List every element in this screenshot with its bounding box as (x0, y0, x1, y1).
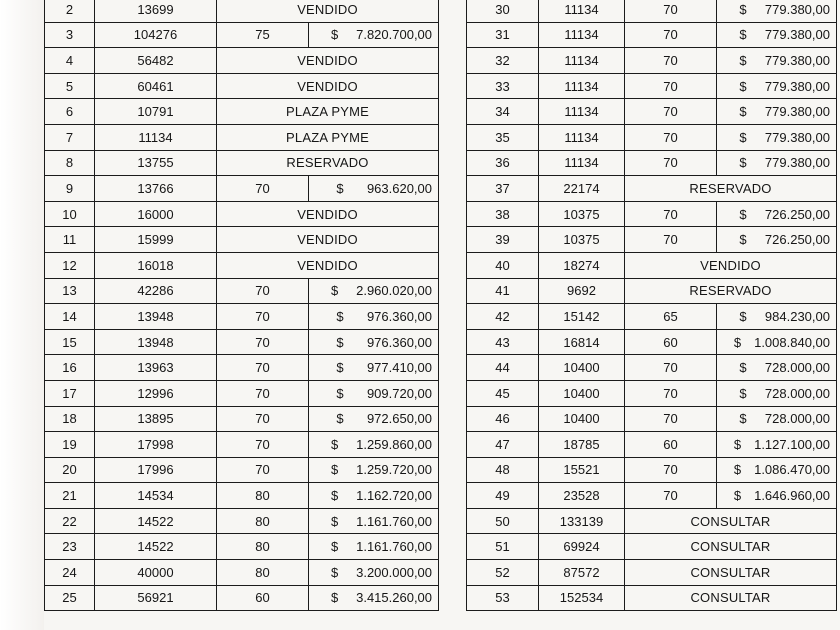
lot-price (717, 406, 837, 432)
lot-number: 35 (467, 124, 539, 150)
lot-number: 7 (45, 124, 95, 150)
lot-area: 15999 (95, 227, 217, 253)
table-row (45, 585, 439, 611)
lot-number: 51 (467, 534, 539, 560)
price-amount: 779.380,00 (764, 78, 830, 94)
lot-number: 13 (45, 278, 95, 304)
lot-price (309, 483, 439, 509)
lot-number: 3 (45, 22, 95, 48)
table-row (45, 432, 439, 458)
lot-price (717, 22, 837, 48)
lot-area: 14522 (95, 534, 217, 560)
lot-price (309, 432, 439, 458)
lot-area: 15521 (539, 457, 625, 483)
currency-symbol: $ (739, 52, 747, 68)
lot-area: 13948 (95, 329, 217, 355)
currency-symbol: $ (330, 436, 339, 452)
price-amount: 1.127.100,00 (754, 436, 830, 452)
lot-number: 46 (467, 406, 539, 432)
price-amount: 1.646.960,00 (754, 488, 830, 504)
lot-percent: 70 (625, 73, 717, 99)
lot-status: CONSULTAR (625, 508, 837, 534)
lot-number: 16 (45, 355, 95, 381)
lot-area: 16018 (95, 252, 217, 278)
lot-area: 23528 (539, 483, 625, 509)
table-row (467, 22, 837, 48)
table-row (467, 406, 837, 432)
currency-symbol: $ (739, 308, 747, 324)
table-row (467, 380, 837, 406)
currency-symbol: $ (739, 78, 747, 94)
lot-area: 11134 (539, 150, 625, 176)
lot-percent: 80 (217, 483, 309, 509)
price-amount: 726.250,00 (764, 206, 830, 222)
currency-symbol: $ (336, 385, 344, 401)
lot-status: PLAZA PYME (217, 99, 439, 125)
price-amount: 779.380,00 (764, 155, 830, 171)
lot-status: VENDIDO (217, 201, 439, 227)
lot-status: VENDIDO (217, 227, 439, 253)
table-row (467, 201, 837, 227)
currency-symbol: $ (739, 1, 747, 17)
lot-number: 21 (45, 483, 95, 509)
lot-price (309, 534, 439, 560)
lot-number: 11 (45, 227, 95, 253)
lot-number: 38 (467, 201, 539, 227)
lot-area: 11134 (539, 73, 625, 99)
lot-number: 19 (45, 432, 95, 458)
table-row (45, 355, 439, 381)
lot-price (309, 355, 439, 381)
lot-status: VENDIDO (217, 48, 439, 74)
lot-number: 22 (45, 508, 95, 534)
lot-price (309, 304, 439, 330)
lot-number: 53 (467, 585, 539, 611)
lot-price (309, 560, 439, 586)
table-row (45, 406, 439, 432)
lot-status: CONSULTAR (625, 534, 837, 560)
currency-symbol: $ (330, 513, 339, 529)
lot-percent: 70 (625, 483, 717, 509)
lot-area: 14534 (95, 483, 217, 509)
price-amount: 3.200.000,00 (356, 564, 433, 580)
lot-status: VENDIDO (217, 0, 439, 22)
table-row (45, 457, 439, 483)
lot-number: 25 (45, 585, 95, 611)
currency-symbol: $ (336, 360, 344, 376)
lot-number: 18 (45, 406, 95, 432)
lot-percent: 70 (625, 457, 717, 483)
lot-area: 42286 (95, 278, 217, 304)
lot-area: 13699 (95, 0, 217, 22)
currency-symbol: $ (336, 180, 344, 196)
lot-area: 13948 (95, 304, 217, 330)
lot-number: 24 (45, 560, 95, 586)
price-amount: 3.415.260,00 (356, 590, 433, 606)
lot-percent: 70 (625, 22, 717, 48)
lot-status: RESERVADO (625, 176, 837, 202)
table-row (467, 99, 837, 125)
lot-area: 13755 (95, 150, 217, 176)
table-row (467, 355, 837, 381)
lot-area: 10375 (539, 227, 625, 253)
lot-price (717, 432, 837, 458)
price-amount: 1.161.760,00 (356, 539, 433, 555)
lot-percent: 70 (217, 380, 309, 406)
lot-price (717, 201, 837, 227)
lot-percent: 70 (625, 406, 717, 432)
currency-symbol: $ (733, 462, 742, 478)
lot-number: 12 (45, 252, 95, 278)
lot-percent: 70 (217, 432, 309, 458)
lot-number: 20 (45, 457, 95, 483)
currency-symbol: $ (330, 564, 339, 580)
lot-number: 40 (467, 252, 539, 278)
lot-percent: 60 (217, 585, 309, 611)
lot-status: CONSULTAR (625, 560, 837, 586)
lot-percent: 70 (625, 227, 717, 253)
price-amount: 779.380,00 (764, 104, 830, 120)
lot-number: 49 (467, 483, 539, 509)
table-row (467, 508, 837, 534)
lot-number: 17 (45, 380, 95, 406)
lot-number: 33 (467, 73, 539, 99)
lot-percent: 70 (217, 304, 309, 330)
lot-area: 60461 (95, 73, 217, 99)
lot-number: 47 (467, 432, 539, 458)
table-row (45, 508, 439, 534)
price-amount: 972.650,00 (366, 411, 433, 427)
currency-symbol: $ (739, 155, 747, 171)
table-row (45, 201, 439, 227)
lot-price (717, 483, 837, 509)
lot-number: 10 (45, 201, 95, 227)
table-row (45, 22, 439, 48)
lot-percent: 70 (625, 124, 717, 150)
lot-number: 45 (467, 380, 539, 406)
currency-symbol: $ (739, 232, 747, 248)
table-row (467, 457, 837, 483)
lot-price (717, 227, 837, 253)
lot-percent: 70 (625, 150, 717, 176)
price-amount: 909.720,00 (366, 385, 433, 401)
table-row (467, 278, 837, 304)
lot-price (717, 329, 837, 355)
lot-area: 15142 (539, 304, 625, 330)
lot-table-right (466, 0, 837, 611)
lot-area: 10400 (539, 380, 625, 406)
lot-area: 13766 (95, 176, 217, 202)
lot-status: VENDIDO (217, 252, 439, 278)
lot-area: 152534 (539, 585, 625, 611)
currency-symbol: $ (336, 308, 344, 324)
lot-number: 2 (45, 0, 95, 22)
lot-area: 40000 (95, 560, 217, 586)
lot-area: 10400 (539, 355, 625, 381)
currency-symbol: $ (330, 27, 339, 43)
currency-symbol: $ (739, 411, 747, 427)
price-amount: 726.250,00 (764, 232, 830, 248)
price-amount: 7.820.700,00 (356, 27, 433, 43)
table-row (45, 483, 439, 509)
lot-status: VENDIDO (217, 73, 439, 99)
currency-symbol: $ (330, 462, 339, 478)
price-amount: 1.259.860,00 (356, 436, 433, 452)
lot-number: 48 (467, 457, 539, 483)
lot-number: 44 (467, 355, 539, 381)
lot-area: 9692 (539, 278, 625, 304)
table-row (467, 252, 837, 278)
lot-area: 69924 (539, 534, 625, 560)
table-row (45, 329, 439, 355)
lot-percent: 70 (217, 278, 309, 304)
lot-number: 41 (467, 278, 539, 304)
lot-price (717, 48, 837, 74)
lot-percent: 80 (217, 560, 309, 586)
lot-number: 23 (45, 534, 95, 560)
lot-percent: 80 (217, 508, 309, 534)
price-amount: 1.162.720,00 (356, 488, 433, 504)
currency-symbol: $ (733, 436, 742, 452)
lot-price (717, 380, 837, 406)
lot-number: 36 (467, 150, 539, 176)
lot-number: 30 (467, 0, 539, 22)
table-row (467, 585, 837, 611)
lot-number: 6 (45, 99, 95, 125)
lot-number: 43 (467, 329, 539, 355)
table-row (45, 560, 439, 586)
price-amount: 977.410,00 (366, 360, 433, 376)
lot-price (717, 0, 837, 22)
lot-status: RESERVADO (217, 150, 439, 176)
price-amount: 779.380,00 (764, 1, 830, 17)
lot-status: RESERVADO (625, 278, 837, 304)
lot-area: 13895 (95, 406, 217, 432)
lot-percent: 70 (217, 406, 309, 432)
currency-symbol: $ (330, 283, 339, 299)
currency-symbol: $ (336, 411, 344, 427)
lot-price (309, 176, 439, 202)
table-row (45, 278, 439, 304)
table-row (467, 560, 837, 586)
lot-price (717, 150, 837, 176)
table-row (45, 48, 439, 74)
lot-price (717, 124, 837, 150)
price-amount: 1.259.720,00 (356, 462, 433, 478)
lot-price (309, 406, 439, 432)
lot-percent: 70 (217, 176, 309, 202)
lot-price (717, 355, 837, 381)
lot-percent: 70 (625, 48, 717, 74)
price-amount: 2.960.020,00 (356, 283, 433, 299)
table-row (45, 534, 439, 560)
table-row (467, 304, 837, 330)
lot-price (309, 457, 439, 483)
lot-area: 16814 (539, 329, 625, 355)
table-row (467, 329, 837, 355)
table-row (467, 534, 837, 560)
lot-price (717, 99, 837, 125)
lot-price (717, 457, 837, 483)
lot-percent: 80 (217, 534, 309, 560)
lot-status: CONSULTAR (625, 585, 837, 611)
currency-symbol: $ (330, 539, 339, 555)
table-row (45, 150, 439, 176)
lot-price (717, 304, 837, 330)
lot-area: 16000 (95, 201, 217, 227)
lot-price (717, 73, 837, 99)
table-row (467, 124, 837, 150)
currency-symbol: $ (739, 104, 747, 120)
lot-percent: 70 (217, 457, 309, 483)
lot-area: 11134 (539, 99, 625, 125)
lot-area: 10375 (539, 201, 625, 227)
lot-area: 13963 (95, 355, 217, 381)
table-row (45, 73, 439, 99)
lot-area: 56482 (95, 48, 217, 74)
lot-area: 104276 (95, 22, 217, 48)
currency-symbol: $ (739, 129, 747, 145)
currency-symbol: $ (336, 334, 344, 350)
lot-number: 9 (45, 176, 95, 202)
lot-percent: 75 (217, 22, 309, 48)
table-row (45, 304, 439, 330)
table-row (45, 380, 439, 406)
lot-number: 15 (45, 329, 95, 355)
lot-area: 12996 (95, 380, 217, 406)
table-row (45, 176, 439, 202)
table-row (45, 124, 439, 150)
lot-percent: 65 (625, 304, 717, 330)
lot-price (309, 585, 439, 611)
lot-area: 18274 (539, 252, 625, 278)
lot-percent: 70 (625, 99, 717, 125)
lot-number: 34 (467, 99, 539, 125)
price-amount: 779.380,00 (764, 129, 830, 145)
currency-symbol: $ (739, 206, 747, 222)
lot-number: 8 (45, 150, 95, 176)
currency-symbol: $ (739, 360, 747, 376)
currency-symbol: $ (330, 488, 339, 504)
price-amount: 976.360,00 (366, 334, 433, 350)
currency-symbol: $ (739, 385, 747, 401)
lot-percent: 70 (625, 355, 717, 381)
lot-percent: 70 (217, 355, 309, 381)
price-amount: 963.620,00 (366, 180, 433, 196)
table-row (467, 432, 837, 458)
lot-number: 50 (467, 508, 539, 534)
lot-area: 87572 (539, 560, 625, 586)
lot-price (309, 278, 439, 304)
lot-number: 14 (45, 304, 95, 330)
lot-number: 52 (467, 560, 539, 586)
page-margin (0, 0, 44, 630)
lot-number: 5 (45, 73, 95, 99)
table-row (467, 483, 837, 509)
table-row (467, 227, 837, 253)
lot-area: 14522 (95, 508, 217, 534)
lot-area: 11134 (539, 48, 625, 74)
table-row (467, 48, 837, 74)
table-row (467, 73, 837, 99)
lot-number: 31 (467, 22, 539, 48)
currency-symbol: $ (733, 334, 742, 350)
lot-status: PLAZA PYME (217, 124, 439, 150)
table-row (45, 252, 439, 278)
lot-price (309, 508, 439, 534)
lot-percent: 70 (625, 0, 717, 22)
lot-area: 22174 (539, 176, 625, 202)
lot-area: 11134 (539, 124, 625, 150)
lot-price (309, 329, 439, 355)
lot-area: 133139 (539, 508, 625, 534)
price-amount: 976.360,00 (366, 308, 433, 324)
price-amount: 728.000,00 (764, 360, 830, 376)
price-amount: 728.000,00 (764, 385, 830, 401)
price-amount: 779.380,00 (764, 27, 830, 43)
price-amount: 984.230,00 (764, 308, 830, 324)
currency-symbol: $ (739, 27, 747, 43)
currency-symbol: $ (733, 488, 742, 504)
price-amount: 1.161.760,00 (356, 513, 433, 529)
lot-number: 37 (467, 176, 539, 202)
price-amount: 1.086.470,00 (754, 462, 830, 478)
lot-area: 11134 (539, 22, 625, 48)
currency-symbol: $ (330, 590, 339, 606)
lot-table-left (44, 0, 439, 611)
lot-percent: 60 (625, 329, 717, 355)
lot-area: 18785 (539, 432, 625, 458)
lot-area: 17998 (95, 432, 217, 458)
lot-number: 39 (467, 227, 539, 253)
table-row (45, 227, 439, 253)
lot-status: VENDIDO (625, 252, 837, 278)
lot-price (309, 380, 439, 406)
lot-area: 56921 (95, 585, 217, 611)
lot-area: 10400 (539, 406, 625, 432)
lot-area: 11134 (539, 0, 625, 22)
lot-percent: 60 (625, 432, 717, 458)
lot-area: 10791 (95, 99, 217, 125)
table-row (467, 150, 837, 176)
lot-number: 4 (45, 48, 95, 74)
table-row (45, 0, 439, 22)
lot-area: 11134 (95, 124, 217, 150)
price-amount: 728.000,00 (764, 411, 830, 427)
table-row (467, 0, 837, 22)
lot-number: 32 (467, 48, 539, 74)
table-row (467, 176, 837, 202)
lot-number: 42 (467, 304, 539, 330)
table-row (45, 99, 439, 125)
lot-area: 17996 (95, 457, 217, 483)
lot-percent: 70 (217, 329, 309, 355)
lot-price (309, 22, 439, 48)
price-amount: 779.380,00 (764, 52, 830, 68)
price-amount: 1.008.840,00 (754, 334, 830, 350)
lot-percent: 70 (625, 201, 717, 227)
lot-percent: 70 (625, 380, 717, 406)
